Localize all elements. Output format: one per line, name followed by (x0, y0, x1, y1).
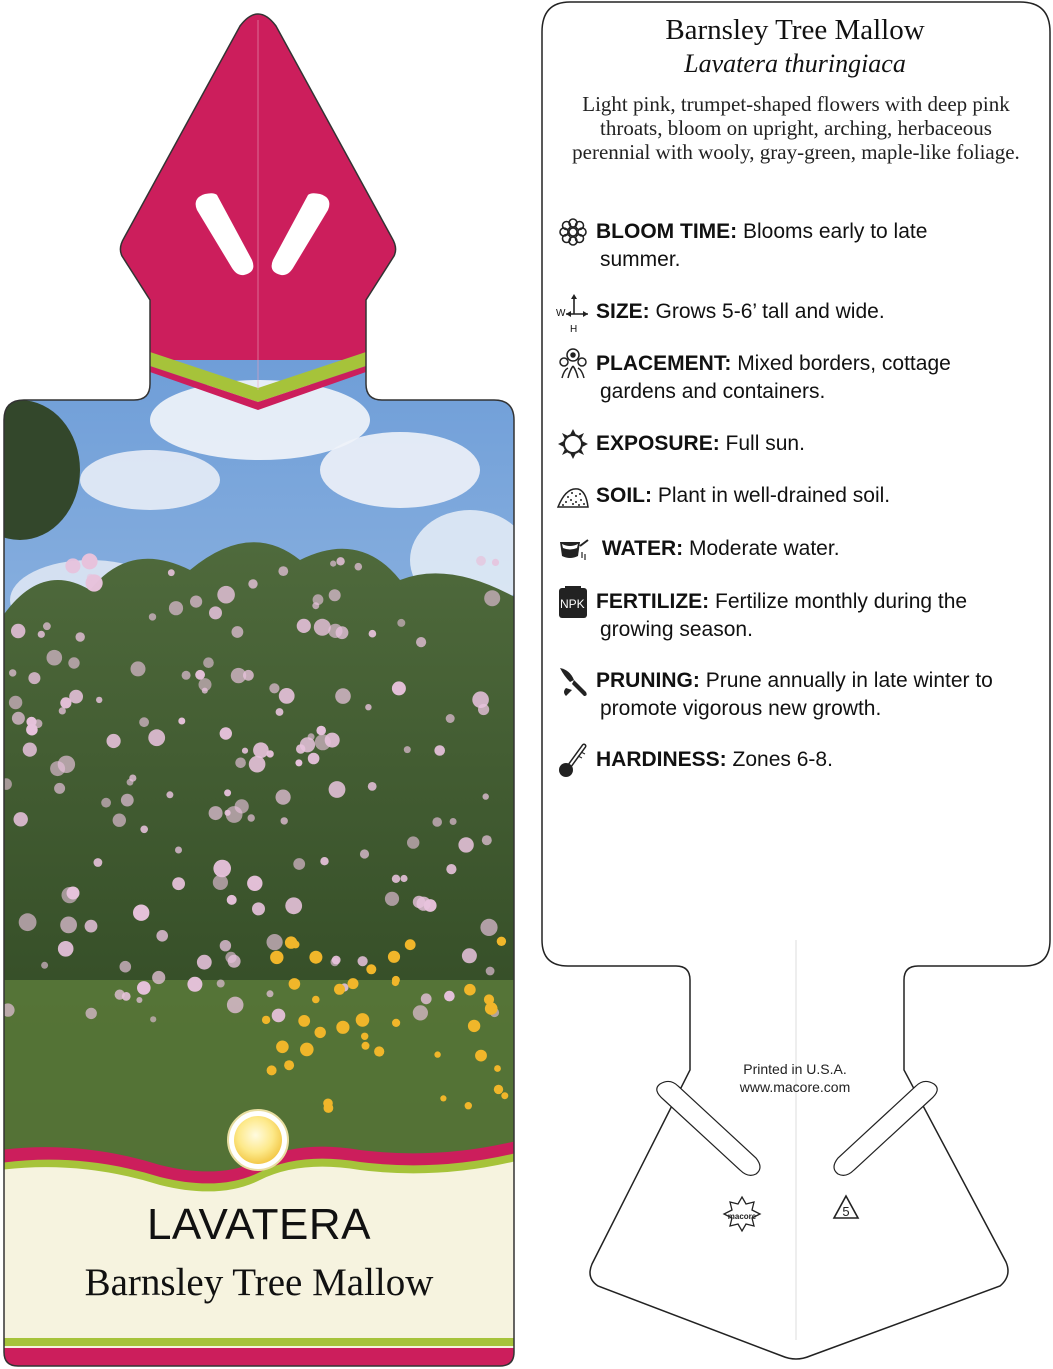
water-text: Moderate water. (688, 537, 840, 560)
front-genus-name: LAVATERA (146, 1200, 372, 1249)
placement-text-cont: gardens and containers. (600, 380, 826, 403)
info-water (556, 535, 1036, 563)
plant-description: Light pink, trumpet-shaped flowers with deep pink throats, bloom on upright, arching, herbaceous perennial with wooly, gray-green, maple-like foliage. (572, 92, 1020, 164)
exposure-text: Full sun. (725, 432, 805, 455)
info-fertilize (556, 588, 1036, 644)
info-exposure (556, 430, 1036, 458)
water-label: WATER: (601, 537, 684, 560)
fertilize-text-cont: growing season. (600, 618, 753, 641)
pruning-text: Prune annually in late winter to (705, 669, 993, 692)
info-placement (556, 350, 1036, 406)
soil-label: SOIL: (596, 484, 652, 507)
info-hardiness (556, 746, 1036, 774)
macore-logo-text: macore (727, 1212, 757, 1221)
exposure-label: EXPOSURE: (596, 432, 720, 455)
info-bloom-time (556, 218, 1036, 274)
sun-icon (556, 430, 596, 458)
bloom-time-text-cont: summer. (600, 248, 681, 271)
front-common-name: Barnsley Tree Mallow (84, 1261, 434, 1304)
pruning-shears-icon (556, 667, 596, 695)
hardiness-text: Zones 6-8. (732, 748, 833, 771)
flower-icon (556, 218, 596, 246)
watering-can-icon (556, 535, 596, 563)
size-arrows-icon (556, 298, 596, 335)
size-width-letter: W (556, 308, 566, 319)
placement-flowers-icon (556, 350, 596, 378)
npk-text: NPK (560, 597, 585, 611)
fertilize-label: FERTILIZE: (596, 590, 710, 613)
back-common-name: Barnsley Tree Mallow (665, 14, 925, 46)
info-size (556, 298, 1036, 335)
printer-website-link[interactable]: www.macore.com (739, 1079, 851, 1095)
thermometer-icon (556, 746, 596, 774)
size-height-letter: H (570, 324, 578, 335)
pruning-text-cont: promote vigorous new growth. (600, 697, 882, 720)
printer-info (700, 1060, 890, 1096)
bloom-time-label: BLOOM TIME: (596, 220, 738, 243)
info-pruning (556, 667, 1036, 723)
size-text: Grows 5-6’ tall and wide. (655, 300, 885, 323)
soil-text: Plant in well-drained soil. (657, 484, 891, 507)
placement-text: Mixed borders, cottage (737, 352, 951, 375)
soil-mound-icon (556, 482, 596, 510)
recycle-code: 5 (842, 1204, 850, 1219)
hardiness-label: HARDINESS: (596, 748, 727, 771)
fertilize-text: Fertilize monthly during the (715, 590, 968, 613)
back-latin-name: Lavatera thuringiaca (684, 49, 906, 78)
bloom-time-text: Blooms early to late (743, 220, 928, 243)
info-soil (556, 482, 1036, 510)
printed-in-text: Printed in U.S.A. (743, 1061, 847, 1077)
pruning-label: PRUNING: (596, 669, 700, 692)
size-label: SIZE: (596, 300, 650, 323)
placement-label: PLACEMENT: (596, 352, 732, 375)
fertilizer-npk-icon (556, 588, 596, 616)
